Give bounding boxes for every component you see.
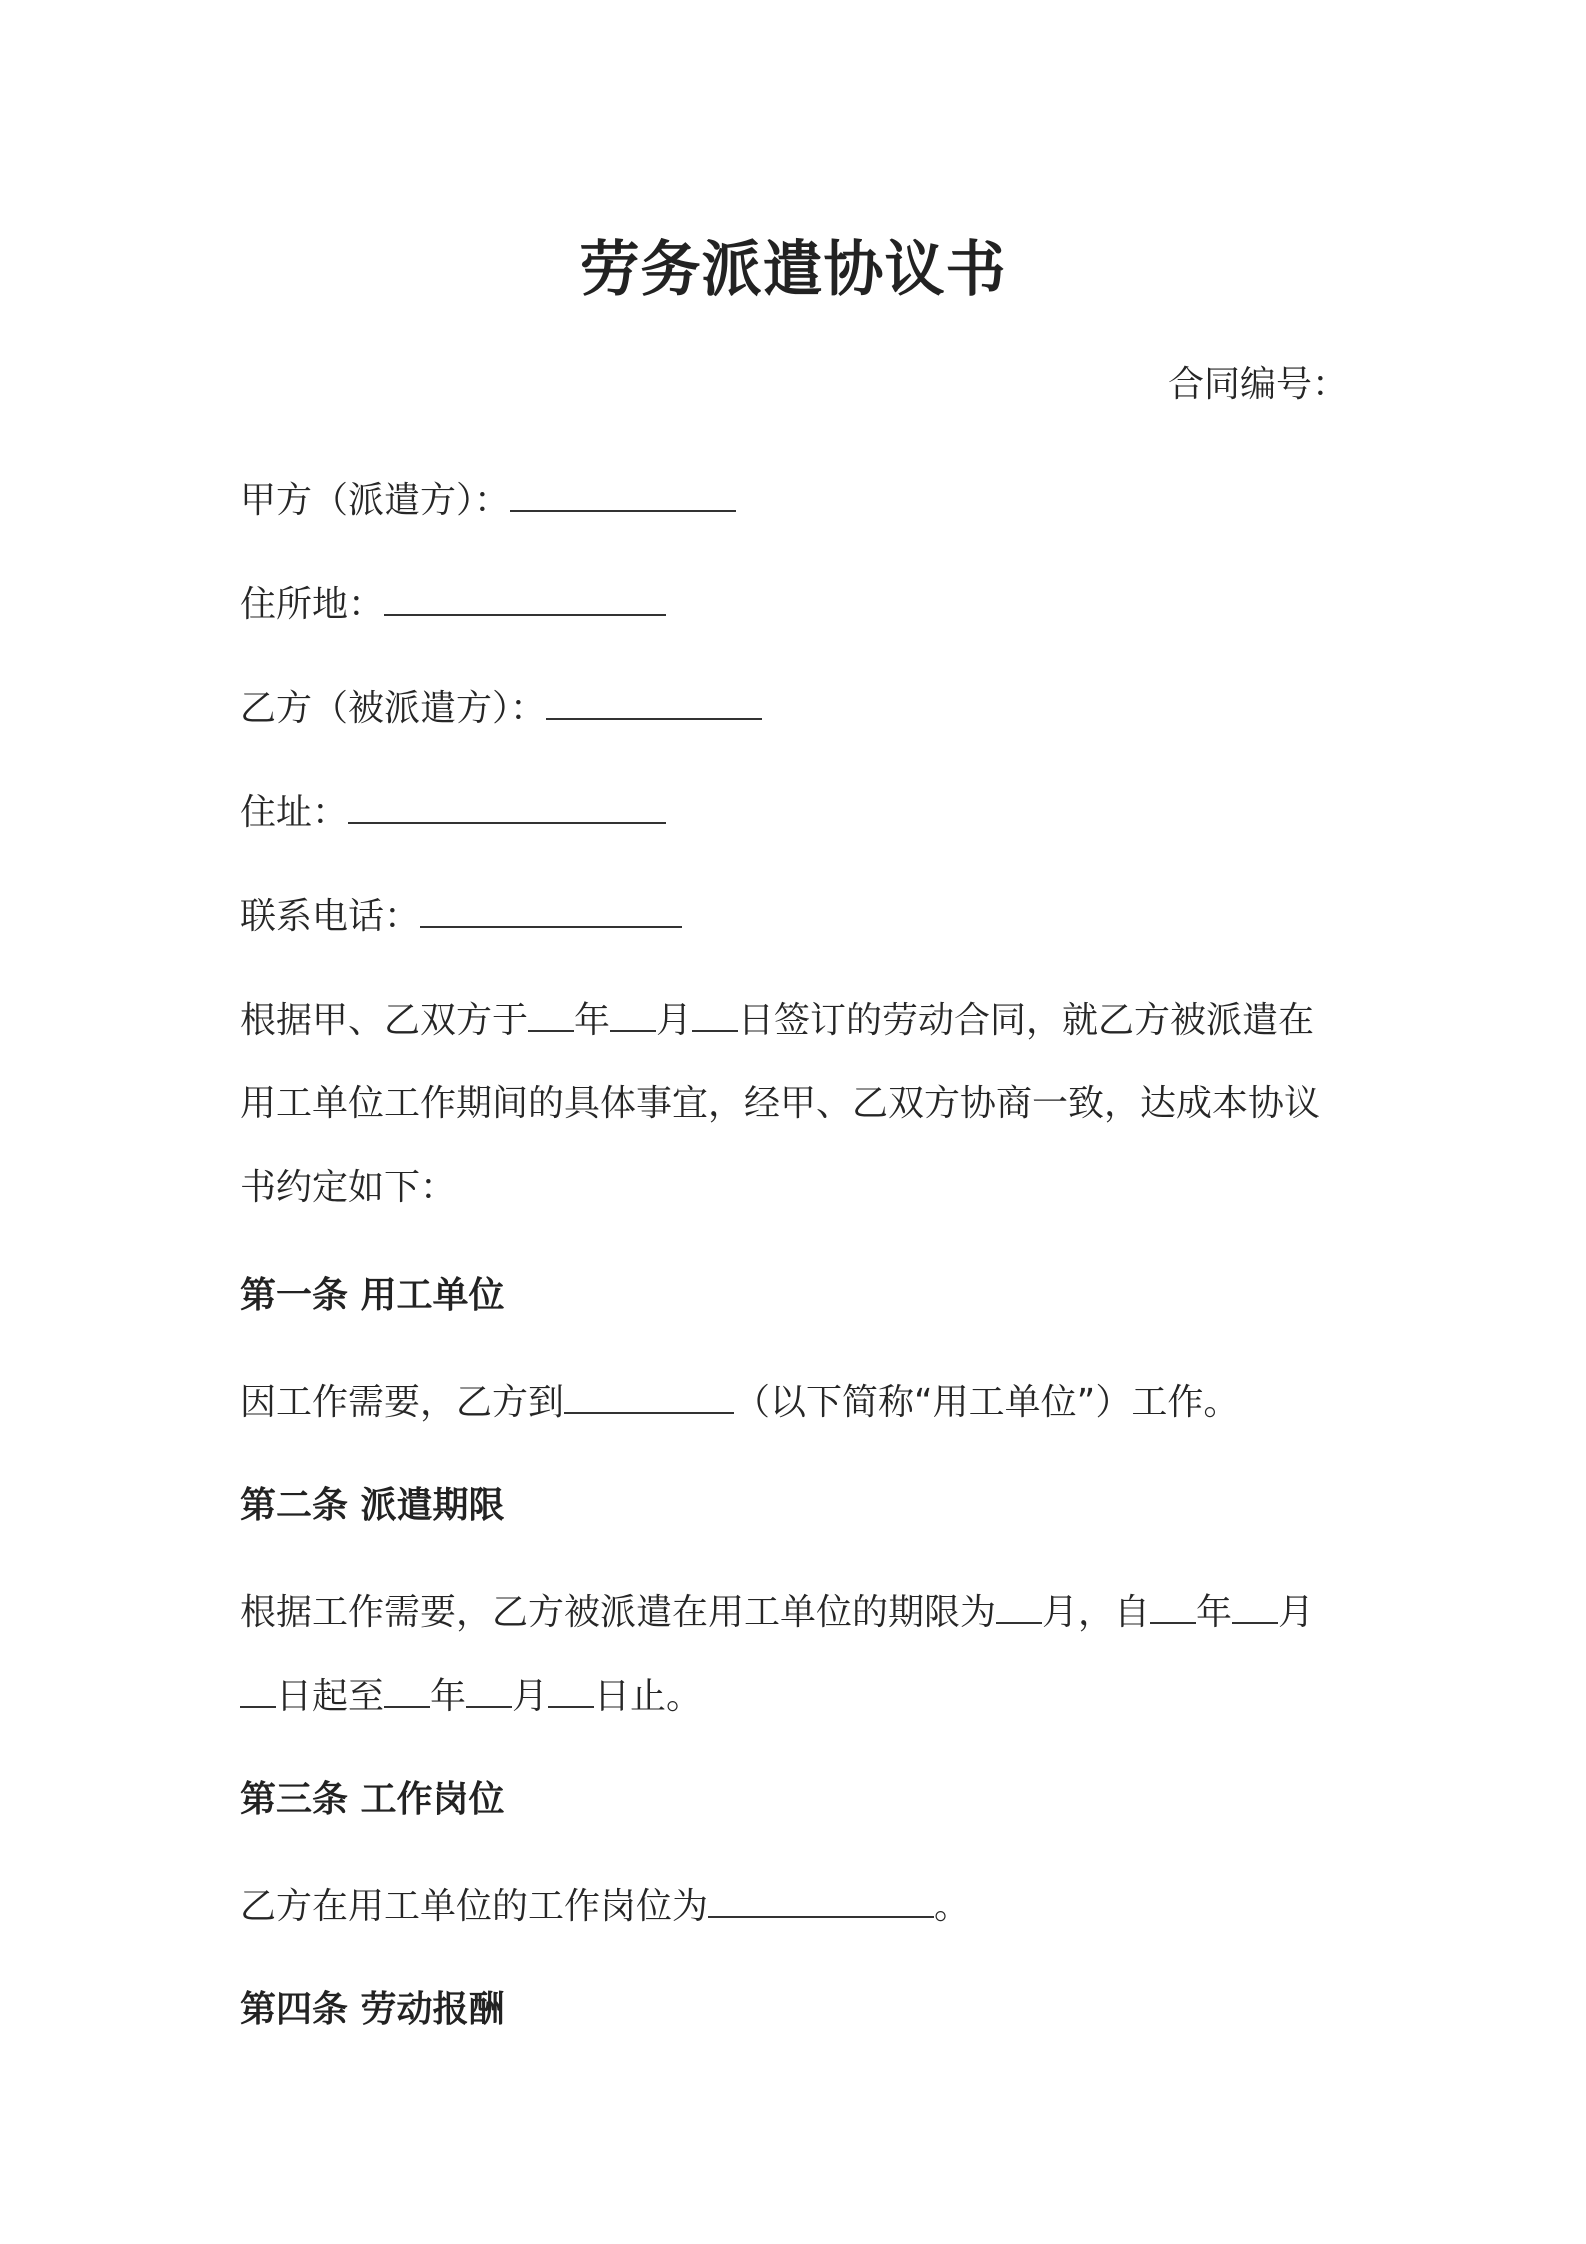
article-2-text-1: 根据工作需要，乙方被派遣在用工单位的期限为 bbox=[240, 1592, 997, 1633]
phone-label: 联系电话： bbox=[240, 896, 421, 937]
start-year-blank bbox=[1150, 1590, 1196, 1624]
article-1-body bbox=[240, 1380, 1239, 1424]
address-a-blank bbox=[384, 582, 666, 616]
intro-year-blank bbox=[528, 998, 574, 1032]
address-b-line bbox=[240, 790, 666, 834]
address-a-label: 住所地： bbox=[240, 584, 385, 625]
article-2-text-2: 月，自 bbox=[1042, 1592, 1151, 1633]
party-b-label: 乙方（被派遣方）： bbox=[240, 688, 547, 729]
party-a-label: 甲方（派遣方）： bbox=[240, 480, 511, 521]
article-2-text-3: 年 bbox=[1196, 1592, 1233, 1633]
intro-month-text: 月 bbox=[656, 1000, 693, 1041]
article-2-heading: 第二条 派遣期限 bbox=[240, 1485, 505, 1526]
article-2-text-4: 月 bbox=[1278, 1592, 1315, 1633]
phone-blank bbox=[420, 894, 682, 928]
article-1-text-1: 因工作需要，乙方到 bbox=[240, 1382, 565, 1423]
end-year-blank bbox=[384, 1674, 430, 1708]
article-1-heading: 第一条 用工单位 bbox=[240, 1275, 505, 1316]
intro-day-blank bbox=[692, 998, 738, 1032]
article-3-body bbox=[240, 1884, 970, 1928]
article-1-text-2: （以下简称“用工单位”）工作。 bbox=[734, 1382, 1240, 1423]
end-day-blank bbox=[548, 1674, 594, 1708]
address-a-line bbox=[240, 582, 666, 626]
document-title: 劳务派遣协议书 bbox=[579, 235, 1007, 305]
intro-line-2: 用工单位工作期间的具体事宜，经甲、乙双方协商一致，达成本协议 bbox=[240, 1083, 1321, 1124]
article-4-heading: 第四条 劳动报酬 bbox=[240, 1989, 505, 2030]
start-day-blank bbox=[240, 1674, 276, 1708]
position-blank bbox=[708, 1884, 934, 1918]
article-3-text-1: 乙方在用工单位的工作岗位为 bbox=[240, 1886, 709, 1927]
article-2-text-6: 年 bbox=[430, 1676, 467, 1717]
intro-line-1 bbox=[240, 998, 1314, 1042]
intro-text-1: 根据甲、乙双方于 bbox=[240, 1000, 529, 1041]
party-b-line bbox=[240, 686, 762, 730]
article-2-body-line-2 bbox=[240, 1674, 702, 1718]
address-b-blank bbox=[348, 790, 666, 824]
start-month-blank bbox=[1232, 1590, 1278, 1624]
party-b-blank bbox=[546, 686, 762, 720]
end-month-blank bbox=[466, 1674, 512, 1708]
party-a-line bbox=[240, 478, 736, 522]
article-2-text-8: 日止。 bbox=[594, 1676, 703, 1717]
employer-blank bbox=[564, 1380, 734, 1414]
article-3-text-2: 。 bbox=[934, 1886, 971, 1927]
article-2-text-7: 月 bbox=[512, 1676, 549, 1717]
contract-number-label: 合同编号： bbox=[1167, 364, 1348, 405]
article-2-text-5: 日起至 bbox=[276, 1676, 385, 1717]
address-b-label: 住址： bbox=[240, 792, 349, 833]
intro-year-text: 年 bbox=[574, 1000, 611, 1041]
party-a-blank bbox=[510, 478, 736, 512]
intro-line-3: 书约定如下： bbox=[240, 1167, 457, 1208]
intro-text-2: 日签订的劳动合同，就乙方被派遣在 bbox=[738, 1000, 1315, 1041]
intro-month-blank bbox=[610, 998, 656, 1032]
article-3-heading: 第三条 工作岗位 bbox=[240, 1779, 505, 1820]
term-months-blank bbox=[996, 1590, 1042, 1624]
phone-line bbox=[240, 894, 682, 938]
article-2-body-line-1 bbox=[240, 1590, 1314, 1634]
